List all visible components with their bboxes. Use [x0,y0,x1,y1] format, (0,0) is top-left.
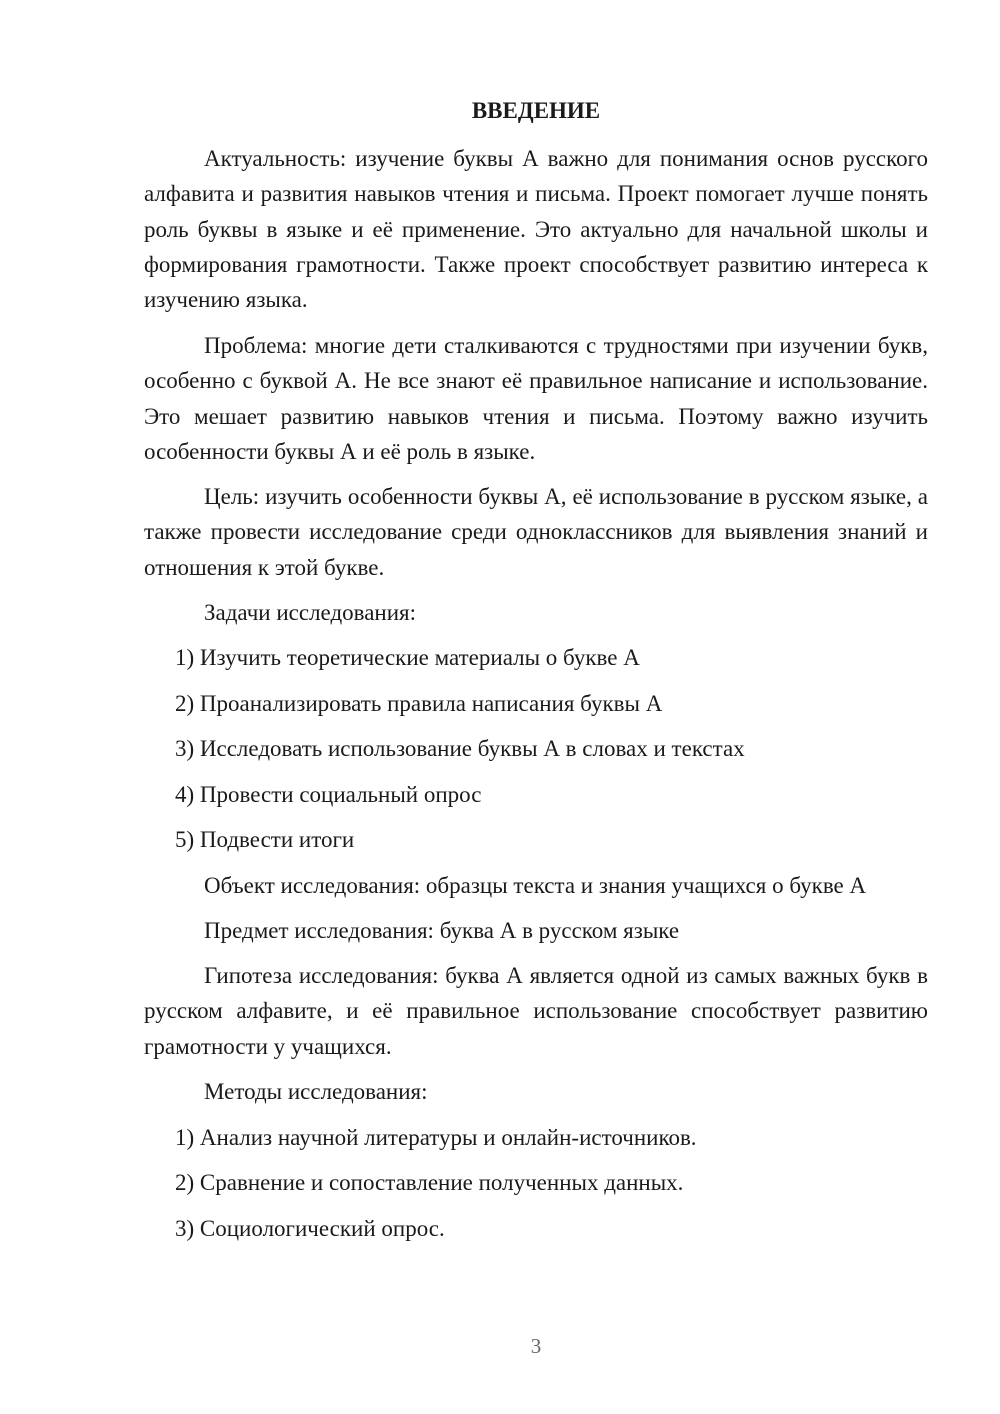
methods-heading: Методы исследования: [204,1079,428,1104]
goal-paragraph: Цель: изучить особенности буквы А, её использование в русском языке, а также провести исследование среди одноклассников для выявления знаний и отношения к этой букве. [144,484,928,580]
method-item-2: 2) Сравнение и сопоставление полученных данных. [175,1170,684,1195]
research-subject: Предмет исследования: буква А в русском языке [204,918,680,943]
page-number: 3 [530,1334,542,1358]
hypothesis-paragraph: Гипотеза исследования: буква А является одной из самых важных букв в русском алфавите, и её правильное использование способствует развитию грамотности у учащихся. [144,963,928,1059]
document-page [144,0,928,1414]
research-object: Объект исследования: образцы текста и знания учащихся о букве А [204,873,867,898]
relevance-paragraph: Актуальность: изучение буквы А важно для понимания основ русского алфавита и развития навыков чтения и письма. Проект помогает лучше понять роль буквы в языке и её применение. Это актуально для начальной школы и формирования грамотности. Также проект способствует развитию интереса к изучению языка. [144,146,928,313]
tasks-heading: Задачи исследования: [204,600,417,625]
task-item-5: 5) Подвести итоги [175,827,355,852]
method-item-3: 3) Социологический опрос. [175,1216,445,1241]
task-item-3: 3) Исследовать использование буквы А в словах и текстах [175,736,745,761]
task-item-1: 1) Изучить теоретические материалы о букве А [175,645,640,670]
task-item-2: 2) Проанализировать правила написания буквы А [175,691,663,716]
method-item-1: 1) Анализ научной литературы и онлайн-источников. [175,1125,697,1150]
page-title: ВВЕДЕНИЕ [471,98,601,123]
task-item-4: 4) Провести социальный опрос [175,782,482,807]
problem-paragraph: Проблема: многие дети сталкиваются с трудностями при изучении букв, особенно с буквой А. Не все знают её правильное написание и использование. Это мешает развитию навыков чтения и письма. Поэтому важно изучить особенности буквы А и её роль в языке. [144,333,928,464]
